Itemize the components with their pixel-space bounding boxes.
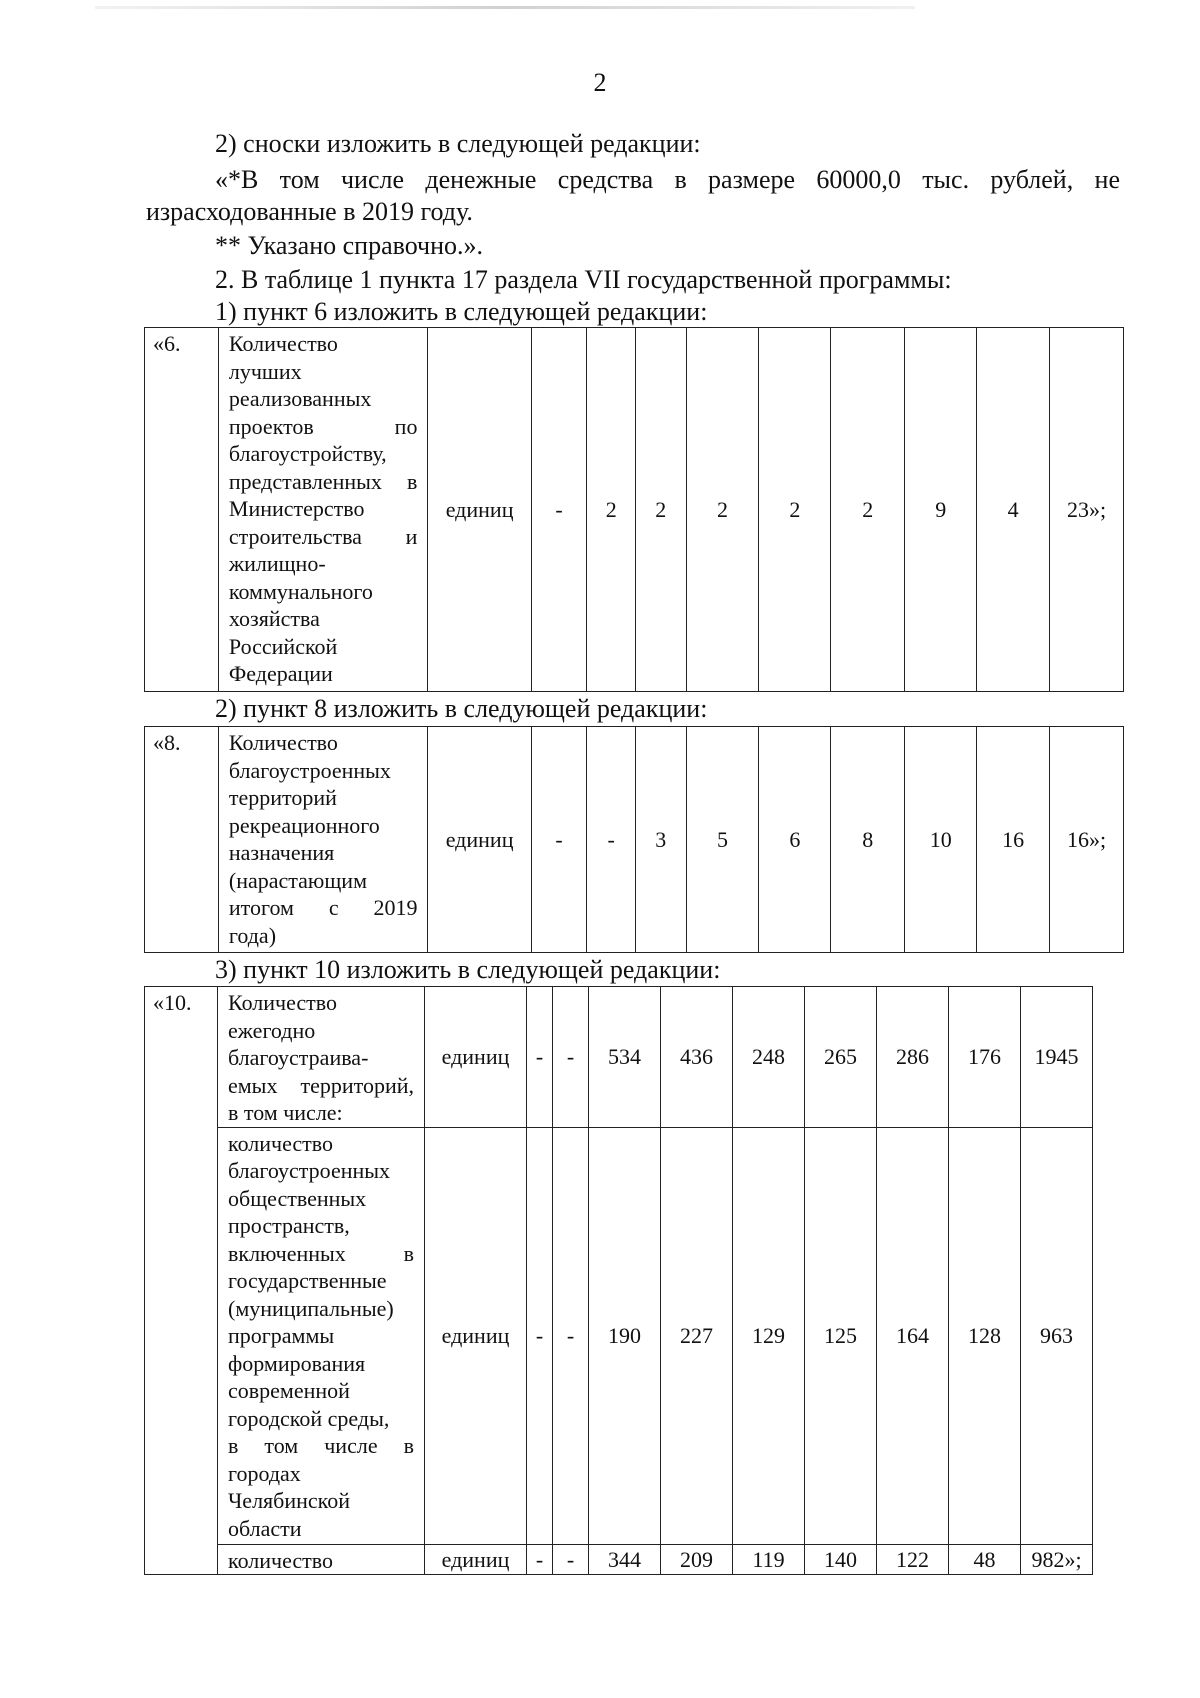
desc-line: программы <box>228 1323 335 1348</box>
value-cell: 16 <box>977 727 1050 953</box>
desc-line: жилищно- <box>228 551 326 576</box>
value-cell: 2 <box>587 328 636 692</box>
desc-line: реализованных <box>228 386 372 411</box>
value-cell: 265 <box>805 987 877 1128</box>
value-cell: 534 <box>589 987 661 1128</box>
desc-line: представленных в <box>228 468 418 494</box>
value-cell: - <box>527 1544 553 1575</box>
desc-line: строительства и <box>228 523 418 549</box>
value-cell: 9 <box>905 328 977 692</box>
value-cell: 286 <box>877 987 949 1128</box>
value-cell: 982»; <box>1021 1544 1093 1575</box>
value-cell: 140 <box>805 1544 877 1575</box>
item-number: «6. <box>145 328 219 692</box>
value-cell: 122 <box>877 1544 949 1575</box>
item-number: «8. <box>145 727 219 953</box>
value-cell: - <box>553 1127 589 1544</box>
desc-line: Количество <box>228 331 338 356</box>
desc-line: формирования <box>228 1350 366 1376</box>
value-cell: - <box>553 1544 589 1575</box>
desc-line: проектов по <box>228 413 418 439</box>
desc-line: благоустроенных <box>228 757 391 783</box>
indicator-description <box>218 1127 425 1544</box>
desc-line: Количество <box>228 730 338 755</box>
desc-line: в том числе: <box>228 1100 343 1125</box>
desc-line: хозяйства <box>228 606 320 631</box>
paragraph-item-6-heading: 1) пункт 6 изложить в следующей редакции: <box>215 297 708 326</box>
table-item-10 <box>144 986 1176 1575</box>
table-row <box>145 1544 1176 1575</box>
desc-line: в том числе в <box>228 1433 414 1458</box>
value-cell: 8 <box>831 727 905 953</box>
table-row <box>145 987 1176 1128</box>
value-cell: 1945 <box>1021 987 1093 1128</box>
value-cell: 2 <box>831 328 905 692</box>
value-cell: 344 <box>589 1544 661 1575</box>
value-cell: 119 <box>733 1544 805 1575</box>
value-cell: 2 <box>635 328 686 692</box>
unit-cell: единиц <box>425 1127 527 1544</box>
desc-line: Российской <box>228 633 338 659</box>
value-cell: - <box>553 987 589 1128</box>
value-cell: 164 <box>877 1127 949 1544</box>
desc-line: коммунального <box>228 578 373 604</box>
paragraph-item-8-heading: 2) пункт 8 изложить в следующей редакции: <box>215 694 708 723</box>
desc-line: включенных в <box>228 1240 414 1266</box>
value-cell: 10 <box>905 727 977 953</box>
value-cell: 48 <box>949 1544 1021 1575</box>
paragraph-footnote-1-cont: израсходованные в 2019 году. <box>146 197 473 226</box>
desc-line: благоустраива- <box>228 1045 369 1070</box>
desc-line: количество <box>228 1547 334 1573</box>
indicator-description <box>218 328 428 692</box>
value-cell: 4 <box>977 328 1050 692</box>
desc-line: благоустройству, <box>228 441 387 466</box>
desc-line: лучших <box>228 358 302 384</box>
value-cell: 248 <box>733 987 805 1128</box>
desc-line: общественных <box>228 1185 367 1211</box>
desc-line: городской среды, <box>228 1405 390 1431</box>
value-cell: - <box>531 328 587 692</box>
value-cell: 227 <box>661 1127 733 1544</box>
value-cell: 176 <box>949 987 1021 1128</box>
value-cell: 16»; <box>1050 727 1124 953</box>
value-cell: 125 <box>805 1127 877 1544</box>
indicator-description <box>218 1544 425 1575</box>
desc-line: области <box>228 1515 302 1541</box>
value-cell: - <box>531 727 587 953</box>
desc-line: пространств, <box>228 1213 350 1238</box>
value-cell: 128 <box>949 1127 1021 1544</box>
table-item-8 <box>144 726 1124 953</box>
value-cell: 3 <box>635 727 686 953</box>
value-cell: 209 <box>661 1544 733 1575</box>
desc-line: емых территорий, <box>228 1072 414 1098</box>
desc-line: благоустроенных <box>228 1158 391 1183</box>
desc-line: (муниципальные) <box>228 1295 394 1321</box>
value-cell: 963 <box>1021 1127 1093 1544</box>
scan-artifact <box>95 6 915 9</box>
desc-line: городах <box>228 1460 301 1486</box>
table-row <box>145 328 1124 692</box>
desc-line: итогом с 2019 <box>228 895 418 920</box>
desc-line: Федерации <box>228 661 333 686</box>
desc-line: рекреационного <box>228 812 380 838</box>
desc-line: ежегодно <box>228 1017 316 1043</box>
table-row <box>145 727 1124 953</box>
value-cell: 2 <box>686 328 759 692</box>
item-number: «10. <box>145 987 218 1575</box>
paragraph-section-2: 2. В таблице 1 пункта 17 раздела VII государственной программы: <box>215 265 952 294</box>
unit-cell: единиц <box>428 727 531 953</box>
indicator-description <box>218 987 425 1128</box>
desc-line: Челябинской <box>228 1488 351 1513</box>
desc-line: Министерство <box>228 496 365 521</box>
desc-line: государственные <box>228 1268 387 1293</box>
unit-cell: единиц <box>428 328 531 692</box>
paragraph-item-10-heading: 3) пункт 10 изложить в следующей редакции: <box>215 955 721 984</box>
table-item-6 <box>144 327 1124 692</box>
paragraph-footnotes-intro: 2) сноски изложить в следующей редакции: <box>215 129 701 158</box>
indicator-description <box>218 727 428 953</box>
page-number: 2 <box>593 68 607 97</box>
desc-line: современной <box>228 1378 350 1403</box>
table-row <box>145 1127 1176 1544</box>
paragraph-footnote-1: «*В том числе денежные средства в размере 60000,0 тыс. рублей, не <box>215 165 1120 194</box>
desc-line: Количество <box>228 990 338 1015</box>
unit-cell: единиц <box>425 987 527 1128</box>
value-cell: - <box>527 987 553 1128</box>
value-cell: 6 <box>759 727 831 953</box>
value-cell: 23»; <box>1050 328 1124 692</box>
value-cell: 2 <box>759 328 831 692</box>
desc-line: количество <box>228 1130 334 1156</box>
paragraph-footnote-2: ** Указано справочно.». <box>215 231 484 260</box>
value-cell: 436 <box>661 987 733 1128</box>
unit-cell: единиц <box>425 1544 527 1575</box>
value-cell: 190 <box>589 1127 661 1544</box>
desc-line: (нарастающим <box>228 867 368 893</box>
desc-line: назначения <box>228 840 335 865</box>
value-cell: 129 <box>733 1127 805 1544</box>
desc-line: территорий <box>228 785 337 810</box>
value-cell: - <box>527 1127 553 1544</box>
desc-line: года) <box>228 922 277 948</box>
value-cell: - <box>587 727 636 953</box>
value-cell: 5 <box>686 727 759 953</box>
